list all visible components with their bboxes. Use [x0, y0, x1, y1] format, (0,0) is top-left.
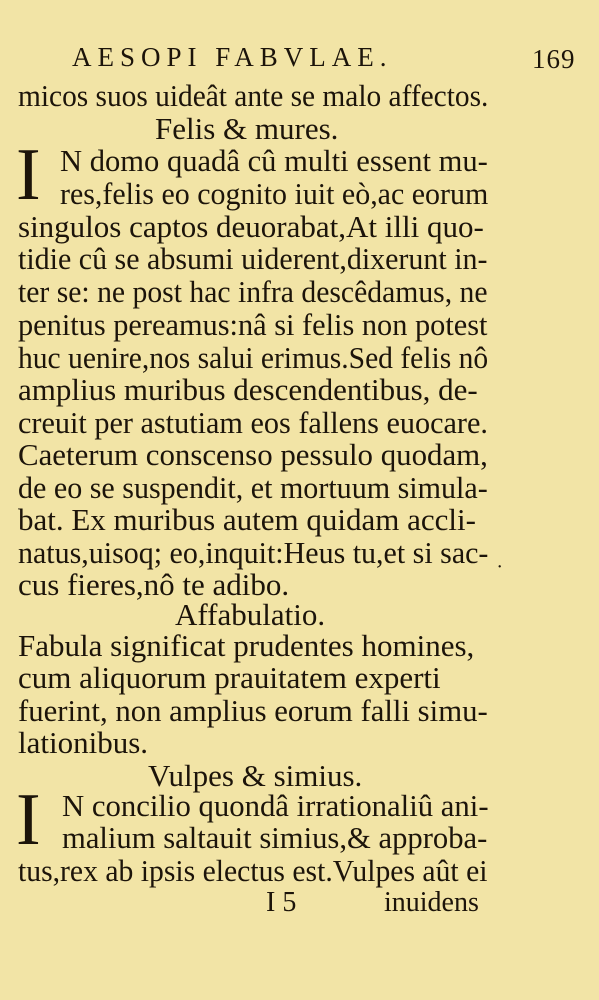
- text-line: de eo se suspendit, et mortuum simula-: [18, 470, 488, 505]
- text-line: ter se: ne post hac infra descêdamus, ne: [18, 274, 488, 309]
- fable-title: Vulpes & simius.: [148, 758, 363, 793]
- text-line: fuerint, non amplius eorum falli simu-: [18, 693, 488, 728]
- drop-cap: I: [16, 134, 41, 216]
- text-line: cum aliquorum prauitatem experti: [18, 660, 441, 695]
- text-line: res,felis eo cognito iuit eò,ac eorum: [60, 176, 489, 211]
- fable-title: Felis & mures.: [155, 111, 339, 146]
- text-line: Caeterum conscenso pessulo quodam,: [18, 437, 488, 472]
- text-line: tus,rex ab ipsis electus est.Vulpes aût ei: [18, 853, 488, 888]
- text-line: Fabula significat prudentes homines,: [18, 628, 475, 663]
- text-line: micos suos uideât ante se malo affectos.: [18, 78, 489, 113]
- text-line: N concilio quondâ irrationaliû ani-: [62, 788, 489, 823]
- text-line: huc uenire,nos salui erimus.Sed felis nô: [18, 340, 489, 375]
- drop-cap: I: [16, 779, 41, 861]
- text-line: penitus pereamus:nâ si felis non potest: [18, 307, 488, 342]
- section-heading: Affabulatio.: [175, 597, 326, 632]
- page-number: 169: [532, 44, 576, 74]
- text-line: lationibus.: [18, 725, 149, 760]
- marginal-mark-icon: ˙: [496, 560, 504, 585]
- text-line: amplius muribus descendentibus, de-: [18, 372, 478, 407]
- text-line: N domo quadâ cû multi essent mu-: [60, 143, 488, 178]
- text-line: bat. Ex muribus autem quidam accli-: [18, 502, 476, 537]
- running-header: AESOPI FABVLAE.: [72, 42, 393, 72]
- text-line: malium saltauit simius,& approba-: [62, 820, 488, 855]
- text-line: tidie cû se absumi uiderent,dixerunt in-: [18, 241, 488, 276]
- signature-mark: I 5: [266, 887, 297, 918]
- text-line: singulos captos deuorabat,At illi quo-: [18, 209, 484, 244]
- text-line: natus,uisoq; eo,inquit:Heus tu,et si sac-: [18, 535, 489, 570]
- catchword: inuidens: [384, 887, 479, 918]
- text-line: cus fieres,nô te adibo.: [18, 567, 290, 602]
- text-line: creuit per astutiam eos fallens euocare.: [18, 405, 488, 440]
